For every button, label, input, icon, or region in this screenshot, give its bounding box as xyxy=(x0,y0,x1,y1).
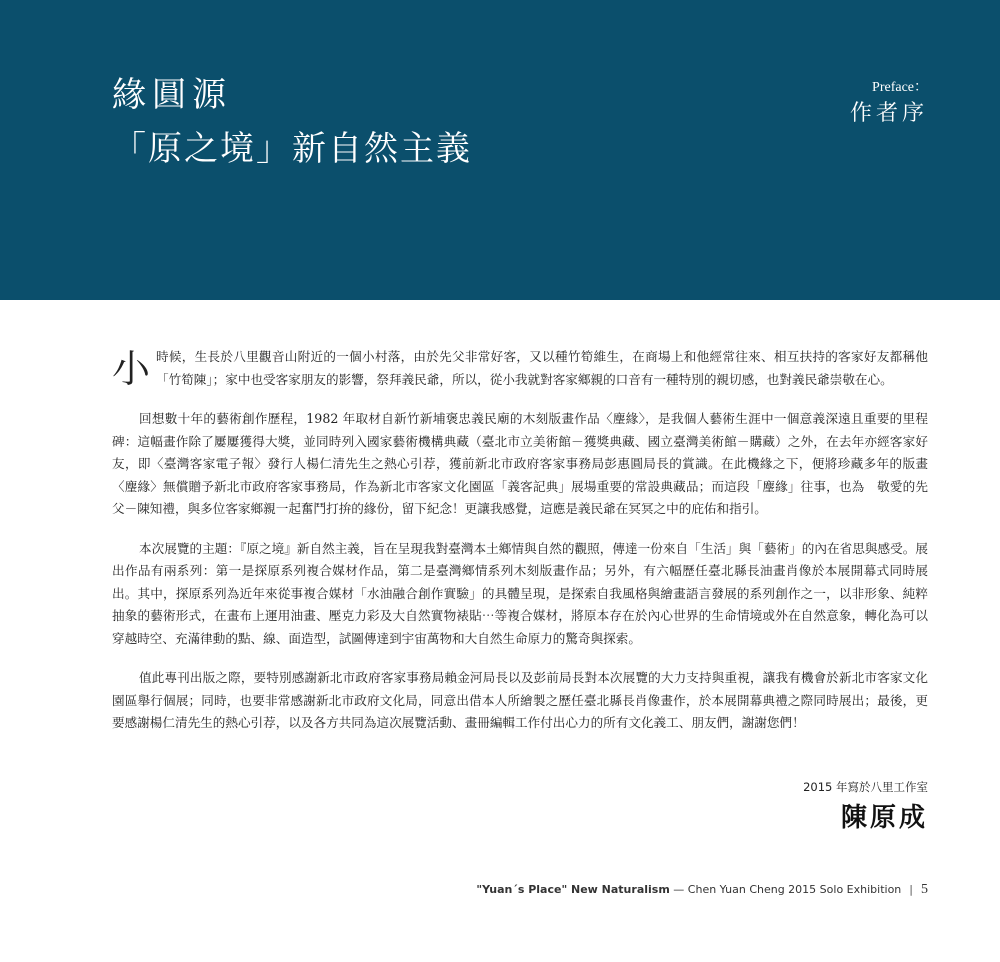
title-line-1: 緣圓源 xyxy=(112,75,232,115)
drop-cap: 小 xyxy=(112,347,151,391)
page-number: 5 xyxy=(921,882,928,897)
footer-separator: | xyxy=(909,883,913,896)
paragraph-1-text: 時候，生長於八里觀音山附近的一個小村落，由於先父非常好客，又以種竹筍維生，在商場上和他經常往來、相互扶持的客家好友都稱他「竹筍陳」；家中也受客家朋友的影響，祭拜義民爺，所以，從小我就對客家鄉親的口音有一種特別的親切感，也對義民爺崇敬在心。 xyxy=(156,349,928,387)
paragraph-3: 本次展覽的主題：『原之境』新自然主義，旨在呈現我對臺灣本土鄉情與自然的觀照，傳達一份來自「生活」與「藝術」的內在省思與感受。展出作品有兩系列：第一是探原系列複合媒材作品，第二是臺灣鄉情系列木刻版畫作品；另外，有六幅歷任臺北縣長油畫肖像於本展開幕式同時展出。其中，探原系列為近年來從事複合媒材「水油融合創作實驗」的具體呈現，是探索自我風格與繪畫語言發展的系列創作之一，以非形象、純粹抽象的藝術形式，在畫布上運用油畫、壓克力彩及大自然實物裱貼⋯等複合媒材，將原本存在於內心世界的生命情境或外在自然意象，轉化為可以穿越時空、充滿律動的點、線、面造型，試圖傳達到宇宙萬物和大自然生命原力的驚奇與探索。 xyxy=(112,540,928,646)
title-line-2: 「原之境」新自然主義 xyxy=(112,129,472,169)
footer-title: "Yuan´s Place" New Naturalism xyxy=(476,883,670,896)
signature-name: 陳原成 xyxy=(840,803,928,833)
paragraph-4: 值此專刊出版之際，要特別感謝新北市政府客家事務局賴金河局長以及彭前局長對本次展覽的大力支持與重視，讓我有機會於新北市客家文化園區舉行個展；同時，也要非常感謝新北市政府文化局，同意出借本人所繪製之歷任臺北縣長肖像畫作，於本展開幕典禮之際同時展出；最後，更要感謝楊仁清先生的熱心引荐，以及各方共同為這次展覽活動、畫冊編輯工作付出心力的所有文化義工、朋友們，謝謝您們！ xyxy=(112,670,928,730)
header-banner xyxy=(0,0,1000,300)
preface-label-zh: 作者序 xyxy=(849,101,928,126)
footer-subtitle: — Chen Yuan Cheng 2015 Solo Exhibition xyxy=(669,883,902,896)
paragraph-2: 回想數十年的藝術創作歷程，1982 年取材自新竹新埔褒忠義民廟的木刻版畫作品〈麈緣〉，是我個人藝術生涯中一個意義深遠且重要的里程碑：這幅畫作除了屢屢獲得大獎，並同時列入國家藝術機構典藏（臺北市立美術館－獲獎典藏、國立臺灣美術館－購藏）之外，在去年亦經客家好友，即〈臺灣客家電子報〉發行人楊仁清先生之熱心引荐，獲前新北市政府客家事務局彭惠圓局長的賞識。在此機緣之下，便將珍藏多年的版畫〈麈緣〉無償贈予新北市政府客家事務局，作為新北市客家文化園區「義客記典」展場重要的常設典藏品；而這段「麈緣」往事，也為 敬愛的先父－陳知禮，與多位客家鄉親一起奮鬥打拚的緣份，留下紀念！更讓我感覺，這應是義民爺在冥冥之中的庇佑和指引。 xyxy=(112,411,928,516)
page-footer xyxy=(476,882,928,898)
signature-date-place: 2015 年寫於八里工作室 xyxy=(803,780,928,794)
paragraph-1 xyxy=(112,346,928,391)
preface-body xyxy=(112,346,928,752)
preface-label-en: Preface： xyxy=(872,80,928,95)
